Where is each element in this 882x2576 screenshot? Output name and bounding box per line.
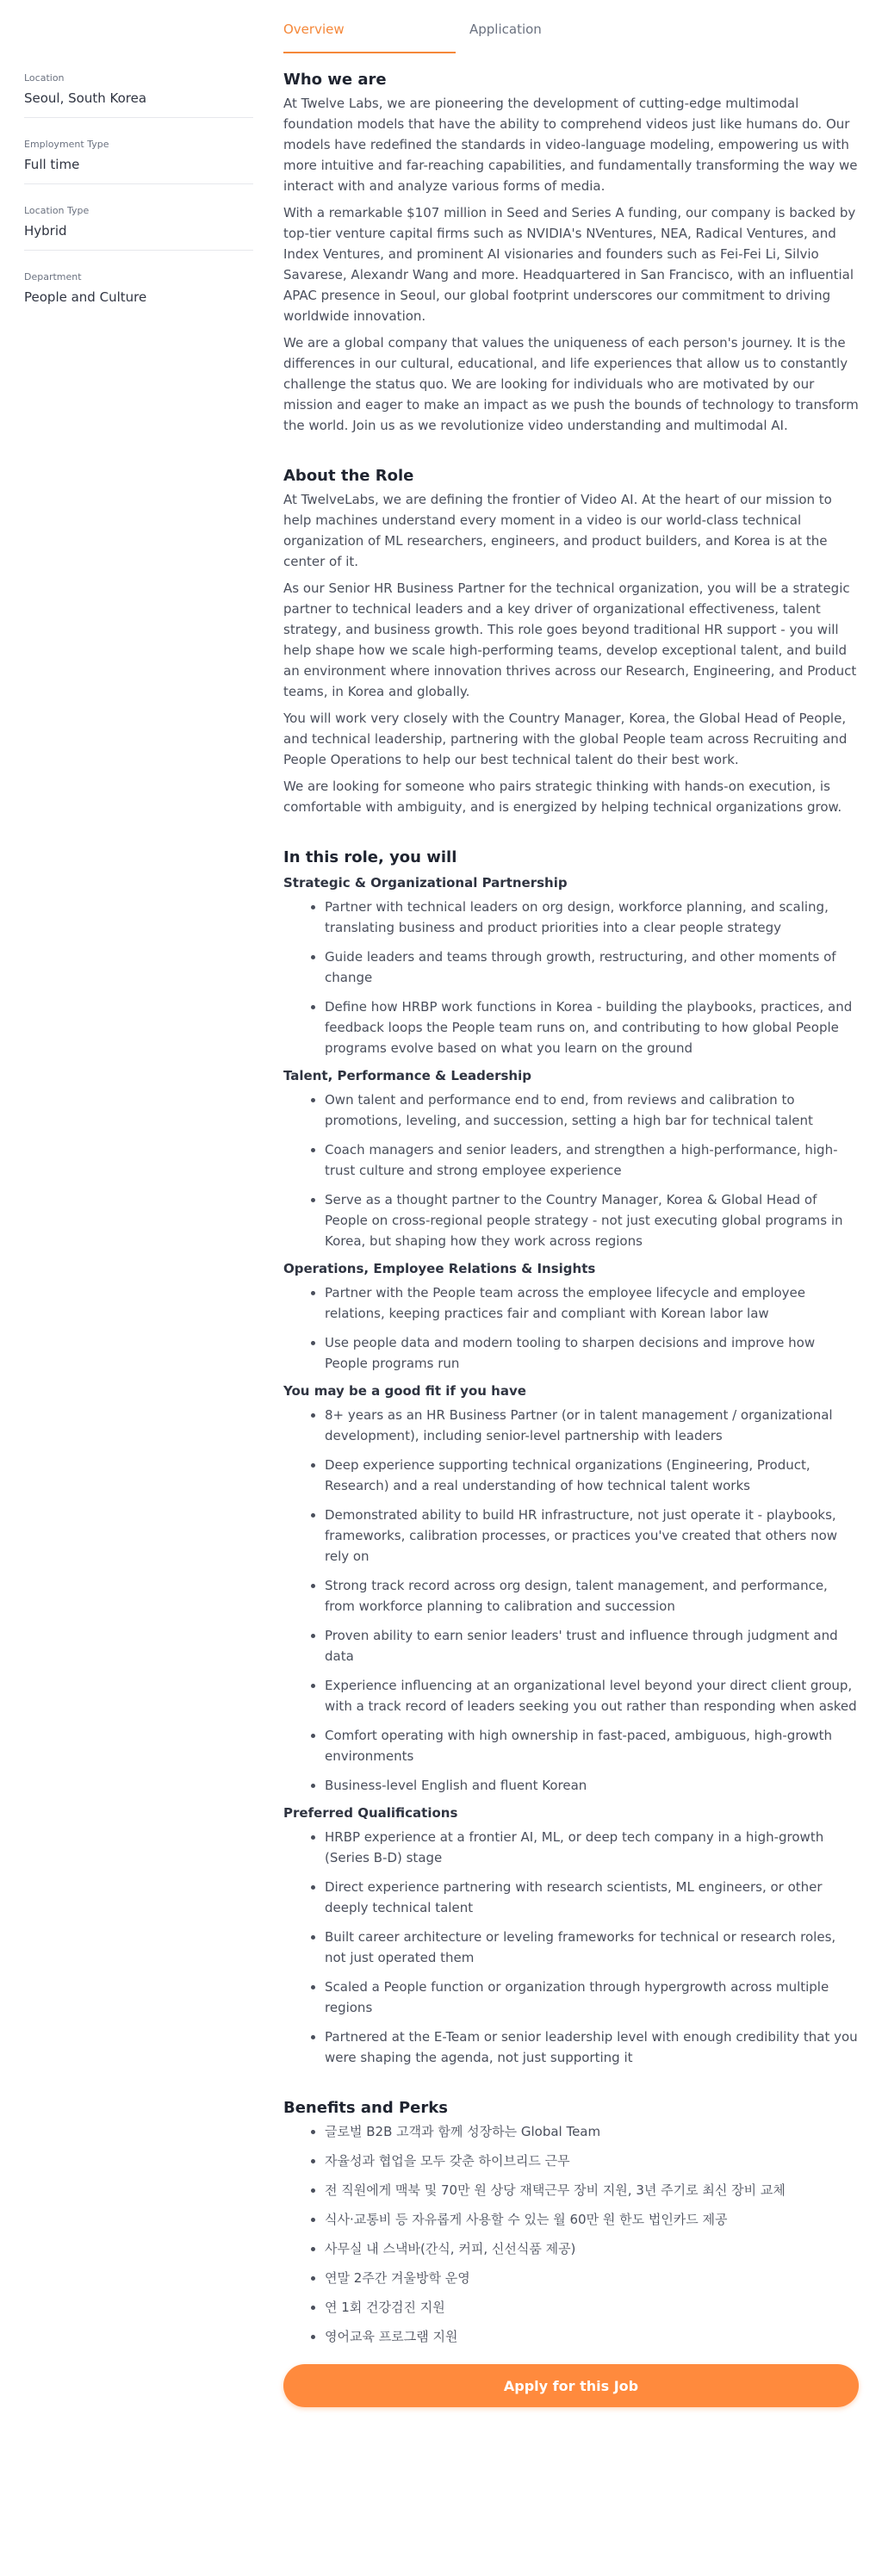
- bullet-list: [283, 1089, 859, 1251]
- section-title: Benefits and Perks: [283, 2099, 448, 2117]
- paragraph: At TwelveLabs, we are defining the frontier of Video AI. At the heart of our mission to help machines understand every moment in a video is our world-class technical organization of ML researchers, engineers, and product builders, and Korea is at the center of it.: [283, 492, 832, 569]
- job-description: [283, 0, 859, 2407]
- list-item: 8+ years as an HR Business Partner (or in talent management / organizational development), including senior-level partnership with leaders: [325, 1405, 859, 1446]
- apply-button[interactable]: Apply for this Job: [283, 2364, 859, 2407]
- list-item: HRBP experience at a frontier AI, ML, or deep tech company in a high-growth (Series B-D) stage: [325, 1827, 859, 1868]
- list-item: Experience influencing at an organizational level beyond your direct client group, with a track record of leaders seeking you out rather than responding when asked: [325, 1675, 859, 1716]
- benefits-section: [283, 2099, 859, 2347]
- paragraph: At Twelve Labs, we are pioneering the development of cutting-edge multimodal foundation models that have the ability to comprehend videos just like humans do. Our models have redefined the standards in video-language modeling, empowering us with more intuitive and far-reaching capabilities, and fundamentally transforming the way we interact with and analyze various forms of media.: [283, 96, 858, 194]
- paragraph: We are a global company that values the uniqueness of each person's journey. It is the differences in our cultural, educational, and life experiences that allow us to constantly challenge the status quo. We are looking for individuals who are motivated by our mission and eager to make an impact as we push the bounds of technology to transform the world. Join us as we revolutionize video understanding and multimodal AI.: [283, 335, 859, 433]
- list-item: Proven ability to earn senior leaders' trust and influence through judgment and data: [325, 1625, 859, 1667]
- meta-label: Location Type: [24, 205, 90, 216]
- list-item: 글로벌 B2B 고객과 함께 성장하는 Global Team: [325, 2121, 859, 2142]
- tab-overview[interactable]: Overview: [283, 0, 456, 53]
- list-item: Comfort operating with high ownership in fast-paced, ambiguous, high-growth environments: [325, 1725, 859, 1766]
- list-item: Partnered at the E-Team or senior leadership level with enough credibility that you were shaping the agenda, not just supporting it: [325, 2027, 859, 2068]
- bullet-list: [283, 1827, 859, 2068]
- section-title: About the Role: [283, 467, 414, 485]
- about-role-section: [283, 467, 859, 817]
- list-item: Use people data and modern tooling to sharpen decisions and improve how People programs run: [325, 1332, 859, 1374]
- who-we-are-section: [283, 71, 859, 436]
- subsection-title: Preferred Qualifications: [283, 1805, 458, 1821]
- subsection-title: Talent, Performance & Leadership: [283, 1068, 531, 1083]
- bullet-list: [283, 1282, 859, 1374]
- list-item: 영어교육 프로그램 지원: [325, 2326, 859, 2347]
- meta-location: [24, 65, 253, 118]
- bullet-list: [283, 897, 859, 1058]
- list-item: 전 직원에게 맥북 및 70만 원 상당 재택근무 장비 지원, 3년 주기로 최신 장비 교체: [325, 2180, 859, 2200]
- paragraph: You will work very closely with the Country Manager, Korea, the Global Head of People, and technical leadership, partnering with the global People team across Recruiting and People Operations to help our best technical talent do their best work.: [283, 711, 848, 767]
- list-item: Strong track record across org design, talent management, and performance, from workforce planning to calibration and succession: [325, 1575, 859, 1617]
- responsibilities-section: [283, 848, 859, 2068]
- list-item: Partner with the People team across the employee lifecycle and employee relations, keeping practices fair and compliant with Korean labor law: [325, 1282, 859, 1324]
- list-item: Demonstrated ability to build HR infrastructure, not just operate it - playbooks, frameworks, calibration processes, or practices you've created that others now rely on: [325, 1505, 859, 1567]
- list-item: Business-level English and fluent Korean: [325, 1775, 859, 1796]
- meta-employment-type: [24, 132, 253, 184]
- list-item: 연말 2주간 겨울방학 운영: [325, 2268, 859, 2288]
- list-item: Partner with technical leaders on org design, workforce planning, and scaling, translating business and product priorities into a clear people strategy: [325, 897, 859, 938]
- list-item: 자율성과 협업을 모두 갖춘 하이브리드 근무: [325, 2151, 859, 2171]
- meta-value: Hybrid: [24, 223, 67, 239]
- list-item: Guide leaders and teams through growth, restructuring, and other moments of change: [325, 947, 859, 988]
- paragraph: We are looking for someone who pairs strategic thinking with hands-on execution, is comfortable with ambiguity, and is energized by helping technical organizations grow.: [283, 779, 842, 815]
- list-item: Own talent and performance end to end, from reviews and calibration to promotions, leveling, and succession, setting a high bar for technical talent: [325, 1089, 859, 1131]
- list-item: 연 1회 건강검진 지원: [325, 2297, 859, 2318]
- section-title: Who we are: [283, 71, 387, 89]
- paragraph: As our Senior HR Business Partner for the technical organization, you will be a strategic partner to technical leaders and a key driver of organizational effectiveness, talent strategy, and business growth. This role goes beyond traditional HR support - you will help shape how we scale high-performing teams, develop exceptional talent, and build an environment where innovation thrives across our Research, Engineering, and Product teams, in Korea and globally.: [283, 580, 857, 699]
- meta-value: People and Culture: [24, 289, 147, 305]
- list-item: Deep experience supporting technical organizations (Engineering, Product, Research) and a real understanding of how technical talent works: [325, 1455, 859, 1496]
- subsection-title: Operations, Employee Relations & Insights: [283, 1261, 596, 1276]
- list-item: 사무실 내 스낵바(간식, 커피, 신선식품 제공): [325, 2238, 859, 2259]
- bullet-list: [283, 1405, 859, 1796]
- job-meta-sidebar: [24, 65, 253, 330]
- section-title: In this role, you will: [283, 848, 457, 866]
- meta-department: [24, 264, 253, 316]
- meta-label: Employment Type: [24, 139, 109, 150]
- list-item: Direct experience partnering with research scientists, ML engineers, or other deeply technical talent: [325, 1877, 859, 1918]
- meta-label: Location: [24, 72, 65, 84]
- subsection-title: You may be a good fit if you have: [283, 1383, 526, 1399]
- meta-value: Full time: [24, 157, 80, 172]
- list-item: 식사·교통비 등 자유롭게 사용할 수 있는 월 60만 원 한도 법인카드 제공: [325, 2209, 859, 2230]
- bullet-list: [283, 2121, 859, 2347]
- subsection-title: Strategic & Organizational Partnership: [283, 875, 568, 891]
- meta-label: Department: [24, 271, 82, 282]
- meta-location-type: [24, 198, 253, 251]
- list-item: Serve as a thought partner to the Country Manager, Korea & Global Head of People on cross-regional people strategy - not just executing global programs in Korea, but shaping how they work across regions: [325, 1189, 859, 1251]
- tab-application[interactable]: Application: [469, 22, 542, 37]
- list-item: Built career architecture or leveling frameworks for technical or research roles, not just operated them: [325, 1927, 859, 1968]
- list-item: Define how HRBP work functions in Korea - building the playbooks, practices, and feedback loops the People team runs on, and contributing to how global People programs evolve based on what you learn on the ground: [325, 996, 859, 1058]
- list-item: Coach managers and senior leaders, and strengthen a high-performance, high-trust culture and strong employee experience: [325, 1139, 859, 1181]
- paragraph: With a remarkable $107 million in Seed and Series A funding, our company is backed by top-tier venture capital firms such as NVIDIA's NVentures, NEA, Radical Ventures, and Index Ventures, and prominent AI visionaries and founders such as Fei-Fei Li, Silvio Savarese, Alexandr Wang and more. Headquartered in San Francisco, with an influential APAC presence in Seoul, our global footprint underscores our commitment to driving worldwide innovation.: [283, 205, 856, 324]
- list-item: Scaled a People function or organization through hypergrowth across multiple regions: [325, 1977, 859, 2018]
- tab-bar: [283, 0, 859, 53]
- meta-value: Seoul, South Korea: [24, 90, 147, 106]
